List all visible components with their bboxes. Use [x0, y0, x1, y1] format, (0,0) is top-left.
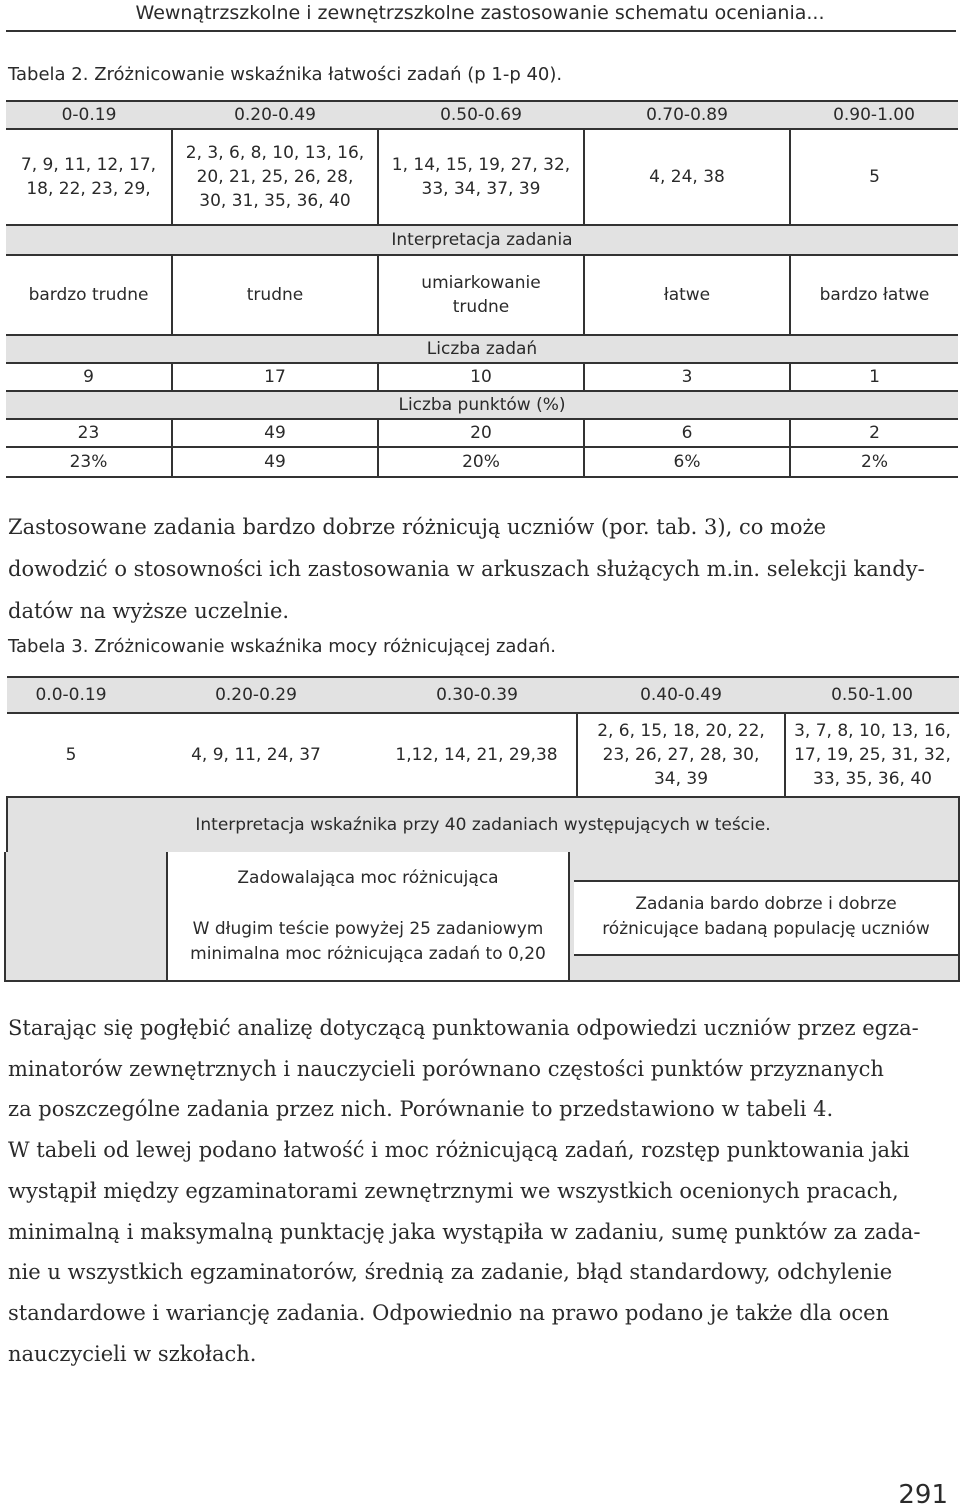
table2-count-cell: 10 — [378, 363, 584, 391]
table2-percent-cell: 6% — [584, 447, 790, 477]
table2-count-label: Liczba zadań — [6, 335, 958, 363]
table3-tasks-line: 5 — [65, 745, 77, 765]
table2-tasks-line: 18, 22, 23, 29, — [26, 179, 151, 199]
table2-points-cell: 23 — [6, 419, 172, 447]
header-rule — [6, 30, 956, 32]
table2-interpretation-cell — [6, 255, 172, 335]
table2-tasks-cell — [378, 129, 584, 225]
table3 — [6, 676, 960, 854]
table3-range-row — [7, 677, 959, 713]
table2-interpretation-line: trudne — [452, 297, 510, 317]
table3-tasks-line: 2, 6, 15, 18, 20, 22, — [597, 721, 765, 741]
page-number: 291 — [898, 1480, 948, 1510]
table2-range-cell: 0.70-0.89 — [584, 101, 790, 129]
table2-interpretation-line: bardzo trudne — [28, 285, 149, 305]
table3-tasks-line: 23, 26, 27, 28, 30, — [602, 745, 760, 765]
table2-count-cell: 1 — [790, 363, 958, 391]
table2-points-cell: 49 — [172, 419, 378, 447]
table2-range-cell: 0.20-0.49 — [172, 101, 378, 129]
paragraph-line: Zastosowane zadania bardzo dobrze różnicują uczniów (por. tab. 3), co może — [8, 515, 827, 539]
table2-count-cell: 17 — [172, 363, 378, 391]
table2-tasks-line: 2, 3, 6, 8, 10, 13, 16, — [185, 143, 365, 163]
table3-tasks-line: 17, 19, 25, 31, 32, — [794, 745, 951, 765]
table2-caption: Tabela 2. Zróżnicowanie wskaźnika łatwości zadań (p 1-p 40). — [8, 64, 563, 85]
table2-tasks-cell — [790, 129, 958, 225]
table3-box-satisfactory — [166, 852, 570, 980]
running-header: Wewnątrzszkolne i zewnętrzszkolne zastosowanie schematu oceniania... — [135, 2, 825, 24]
table3-caption: Tabela 3. Zróżnicowanie wskaźnika mocy różnicującej zadań. — [8, 636, 557, 657]
table2-count-cell: 3 — [584, 363, 790, 391]
paragraph-line: minimalną i maksymalną punktację jaka wystąpiła w zadaniu, sumę punktów za zada- — [8, 1219, 921, 1244]
table2-points-cell: 6 — [584, 419, 790, 447]
table2-tasks-line: 5 — [869, 167, 880, 187]
table2-tasks-line: 7, 9, 11, 12, 17, — [20, 155, 157, 175]
table2-tasks-cell — [584, 129, 790, 225]
table3-tasks-line: 3, 7, 8, 10, 13, 16, — [794, 721, 951, 741]
paragraph-line: W tabeli od lewej podano łatwość i moc różnicującą zadań, rozstęp punktowania jaki — [8, 1138, 910, 1163]
table2-interpretation-cell — [378, 255, 584, 335]
table2-interpretation-line: umiarkowanie — [421, 273, 541, 293]
paragraph-line: nauczycieli w szkołach. — [8, 1341, 257, 1366]
table2-tasks-line: 33, 34, 37, 39 — [421, 179, 541, 199]
table2-interpretation-line: trudne — [246, 285, 304, 305]
table3-range-cell: 0.50-1.00 — [785, 677, 959, 713]
table3-range-cell: 0.40-0.49 — [577, 677, 785, 713]
table3-range-cell: 0.30-0.39 — [377, 677, 577, 713]
table3-tasks-cell — [577, 713, 785, 797]
table2-count-header-row — [6, 335, 958, 363]
table2-points-label: Liczba punktów (%) — [6, 391, 958, 419]
table3-tasks-cell — [785, 713, 959, 797]
table2-count-cell: 9 — [6, 363, 172, 391]
table2-range-cell: 0.50-0.69 — [378, 101, 584, 129]
table2-tasks-cell — [6, 129, 172, 225]
table3-tasks-line: 34, 39 — [653, 769, 709, 789]
table2-tasks-row — [6, 129, 958, 225]
table3-tasks-line: 33, 35, 36, 40 — [813, 769, 932, 789]
table2-range-cell: 0-0.19 — [6, 101, 172, 129]
box-very-good-line: Zadania bardo dobrze i dobrze — [635, 894, 897, 914]
table3-tasks-cell — [135, 713, 377, 797]
table2-interpretation-line: łatwe — [663, 285, 711, 305]
paragraph-line: nie u wszystkich egzaminatorów, średnią za zadanie, błąd standardowy, odchylenie — [8, 1260, 893, 1285]
table3-box-very-good — [574, 880, 958, 956]
table2-range-cell: 0.90-1.00 — [790, 101, 958, 129]
table2-interpretation-row — [6, 255, 958, 335]
paragraph-line: wystąpił między egzaminatorami zewnętrznymi we wszystkich ocenionych pracach, — [8, 1178, 899, 1203]
table2-range-row — [6, 101, 958, 129]
paragraph-line: Starając się pogłębić analizę dotyczącą punktowania odpowiedzi uczniów przez egza- — [8, 1016, 919, 1040]
table2-points-cell: 2 — [790, 419, 958, 447]
table3-range-cell: 0.20-0.29 — [135, 677, 377, 713]
paragraph-2 — [8, 1008, 952, 1374]
paragraph-line: datów na wyższe uczelnie. — [8, 599, 290, 623]
table2-interpretation-label: Interpretacja zadania — [6, 225, 958, 255]
table2-tasks-line: 30, 31, 35, 36, 40 — [199, 191, 351, 211]
table2-percent-cell: 49 — [172, 447, 378, 477]
table2-percent-cell: 2% — [790, 447, 958, 477]
table2-interpretation-header-row — [6, 225, 958, 255]
box-satisfactory-line: minimalna moc różnicująca zadań to 0,20 — [190, 944, 546, 964]
paragraph-line: dowodzić o stosowności ich zastosowania w arkuszach służących m.in. selekcji kandy- — [8, 557, 925, 581]
table2-points-row — [6, 419, 958, 447]
table2-percent-row — [6, 447, 958, 477]
table2-tasks-line: 4, 24, 38 — [649, 167, 725, 187]
table3-tasks-line: 1,12, 14, 21, 29,38 — [395, 745, 558, 765]
table3-interpretation-header-row — [7, 797, 959, 853]
table2-interpretation-cell — [172, 255, 378, 335]
paragraph-1 — [8, 506, 952, 632]
paragraph-line: za poszczególne zadania przez nich. Porównanie to przedstawiono w tabeli 4. — [8, 1097, 834, 1122]
table3-interpretation-label: Interpretacja wskaźnika przy 40 zadaniach występujących w teście. — [7, 797, 959, 853]
table3-tasks-cell — [377, 713, 577, 797]
table2-interpretation-cell — [584, 255, 790, 335]
table3-range-cell: 0.0-0.19 — [7, 677, 135, 713]
table2 — [6, 100, 958, 478]
box-satisfactory-title: Zadowalająca moc różnicująca — [237, 868, 499, 888]
table2-points-header-row — [6, 391, 958, 419]
table2-tasks-cell — [172, 129, 378, 225]
box-very-good-line: różnicujące badaną populację uczniów — [602, 919, 930, 939]
table3-tasks-row — [7, 713, 959, 797]
box-satisfactory-line: W długim teście powyżej 25 zadaniowym — [192, 919, 544, 939]
paragraph-line: minatorów zewnętrznych i nauczycieli porównano częstości punktów przyznanych — [8, 1056, 884, 1081]
paragraph-line: standardowe i wariancję zadania. Odpowiednio na prawo podano je także dla ocen — [8, 1300, 890, 1325]
table2-percent-cell: 23% — [6, 447, 172, 477]
table2-count-row — [6, 363, 958, 391]
table2-percent-cell: 20% — [378, 447, 584, 477]
table2-interpretation-line: bardzo łatwe — [819, 285, 930, 305]
table2-tasks-line: 20, 21, 25, 26, 28, — [196, 167, 354, 187]
table2-interpretation-cell — [790, 255, 958, 335]
table2-points-cell: 20 — [378, 419, 584, 447]
table3-tasks-cell — [7, 713, 135, 797]
table2-tasks-line: 1, 14, 15, 19, 27, 32, — [391, 155, 571, 175]
table3-tasks-line: 4, 9, 11, 24, 37 — [191, 745, 321, 765]
